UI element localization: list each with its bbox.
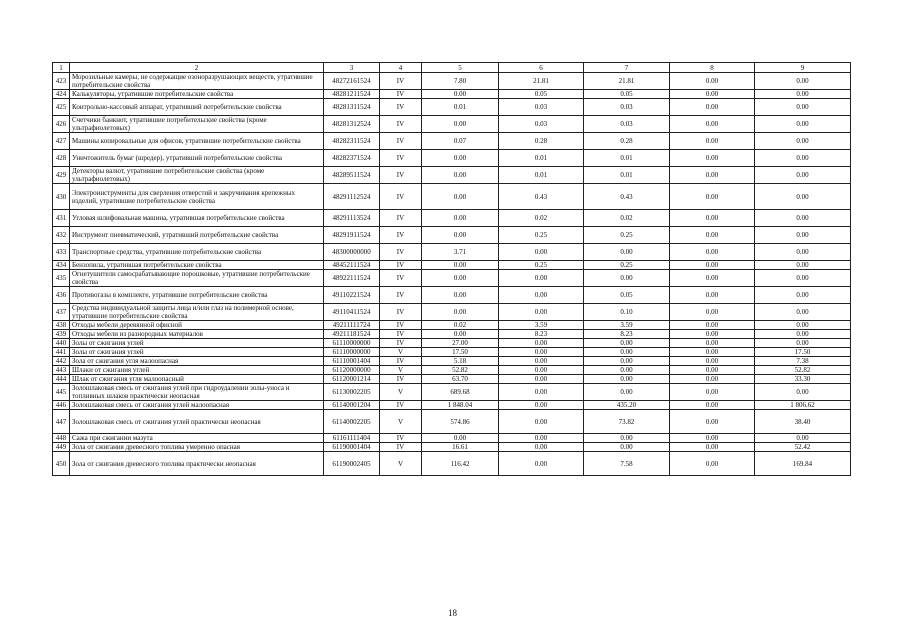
value-col-7: 0.25 [584,227,670,244]
hazard-class: IV [380,150,422,167]
row-number: 427 [53,133,70,150]
row-number: 449 [53,443,70,452]
value-col-6: 0.00 [499,384,584,401]
value-col-7: 0.43 [584,184,670,210]
hazard-class: IV [380,99,422,116]
row-number: 441 [53,348,70,357]
value-col-9: 0.00 [755,321,851,330]
column-header: 6 [499,63,584,73]
value-col-7: 0.00 [584,366,670,375]
column-header: 9 [755,63,851,73]
waste-code: 61120001214 [324,375,380,384]
value-col-7: 0.00 [584,384,670,401]
hazard-class: IV [380,443,422,452]
value-col-8: 0.00 [670,384,755,401]
value-col-9: 0.00 [755,434,851,443]
value-col-6: 0.05 [499,90,584,99]
value-col-7: 7.58 [584,452,670,476]
value-col-9: 0.00 [755,227,851,244]
value-col-7: 0.02 [584,210,670,227]
table-row [53,434,851,443]
waste-code: 48281312524 [324,116,380,133]
value-col-8: 0.00 [670,452,755,476]
value-col-8: 0.00 [670,99,755,116]
table-row [53,321,851,330]
value-col-5: 0.00 [422,261,499,270]
row-number: 434 [53,261,70,270]
value-col-7: 435.20 [584,401,670,410]
row-number: 445 [53,384,70,401]
waste-code: 49110221524 [324,287,380,304]
value-col-5: 0.00 [422,287,499,304]
value-col-6: 0.01 [499,167,584,184]
value-col-6: 0.43 [499,184,584,210]
value-col-8: 0.00 [670,261,755,270]
value-col-5: 0.00 [422,150,499,167]
value-col-5: 17.50 [422,348,499,357]
value-col-6: 21.81 [499,73,584,90]
value-col-8: 0.00 [670,375,755,384]
column-header: 1 [53,63,70,73]
waste-code: 48282371524 [324,150,380,167]
row-number: 431 [53,210,70,227]
value-col-8: 0.00 [670,330,755,339]
value-col-9: 33.30 [755,375,851,384]
value-col-7: 0.25 [584,261,670,270]
value-col-9: 0.00 [755,270,851,287]
row-number: 447 [53,410,70,434]
table-row [53,116,851,133]
waste-name: Противогазы в комплекте, утратившие потребительские свойства [70,287,324,304]
value-col-9: 0.00 [755,99,851,116]
hazard-class: IV [380,304,422,321]
waste-name: Калькуляторы, утратившие потребительские свойства [70,90,324,99]
value-col-8: 0.00 [670,270,755,287]
value-col-5: 0.00 [422,90,499,99]
hazard-class: V [380,384,422,401]
table-row [53,184,851,210]
waste-code: 61161111404 [324,434,380,443]
value-col-9: 17.50 [755,348,851,357]
waste-name: Средства индивидуальной защиты лица и/или глаз на полимерной основе, утратившие потребительские свойства [70,304,324,321]
value-col-7: 0.00 [584,375,670,384]
waste-name: Уничтожитель бумаг (шредер), утративший потребительские свойства [70,150,324,167]
value-col-8: 0.00 [670,357,755,366]
row-number: 424 [53,90,70,99]
value-col-8: 0.00 [670,244,755,261]
waste-name: Инструмент пневматический, утративший потребительские свойства [70,227,324,244]
table-row [53,304,851,321]
table-row [53,167,851,184]
hazard-class: IV [380,339,422,348]
table-row [53,366,851,375]
value-col-9: 0.00 [755,167,851,184]
waste-name: Золы от сжигания углей [70,348,324,357]
waste-code: 48922111524 [324,270,380,287]
row-number: 444 [53,375,70,384]
table-row [53,357,851,366]
value-col-6: 0.00 [499,366,584,375]
value-col-7: 0.03 [584,99,670,116]
value-col-8: 0.00 [670,434,755,443]
hazard-class: IV [380,73,422,90]
value-col-9: 0.00 [755,384,851,401]
table-row [53,99,851,116]
hazard-class: IV [380,167,422,184]
column-header: 4 [380,63,422,73]
value-col-5: 3.71 [422,244,499,261]
waste-code: 48282311524 [324,133,380,150]
value-col-5: 0.07 [422,133,499,150]
waste-code: 49211181524 [324,330,380,339]
waste-name: Электроинструменты для сверления отверстий и закручивания крепежных изделий, утратившие потребительские свойства [70,184,324,210]
value-col-5: 0.00 [422,116,499,133]
waste-code: 48291911524 [324,227,380,244]
hazard-class: IV [380,133,422,150]
value-col-5: 0.00 [422,434,499,443]
waste-code: 48291113524 [324,210,380,227]
value-col-6: 0.00 [499,348,584,357]
waste-name: Шлаки от сжигания углей [70,366,324,375]
value-col-7: 21.81 [584,73,670,90]
value-col-8: 0.00 [670,210,755,227]
value-col-7: 0.01 [584,167,670,184]
table-row [53,384,851,401]
hazard-class: IV [380,270,422,287]
value-col-6: 0.03 [499,99,584,116]
table-row [53,375,851,384]
waste-name: Огнетушители самосрабатывающие порошковые, утратившие потребительские свойства [70,270,324,287]
value-col-8: 0.00 [670,90,755,99]
waste-name: Отходы мебели из разнородных материалов [70,330,324,339]
value-col-7: 0.00 [584,434,670,443]
table-row [53,287,851,304]
hazard-class: IV [380,321,422,330]
value-col-7: 0.00 [584,244,670,261]
value-col-5: 0.00 [422,184,499,210]
value-col-7: 0.00 [584,270,670,287]
waste-name: Бензопила, утратившая потребительские свойства [70,261,324,270]
value-col-5: 0.00 [422,167,499,184]
waste-code: 49110411524 [324,304,380,321]
row-number: 423 [53,73,70,90]
value-col-5: 0.00 [422,227,499,244]
value-col-5: 1 848.04 [422,401,499,410]
value-col-8: 0.00 [670,133,755,150]
value-col-6: 0.25 [499,261,584,270]
value-col-8: 0.00 [670,321,755,330]
value-col-8: 0.00 [670,184,755,210]
row-number: 435 [53,270,70,287]
row-number: 426 [53,116,70,133]
table-row [53,210,851,227]
value-col-9: 38.40 [755,410,851,434]
waste-code: 48300000000 [324,244,380,261]
value-col-9: 0.00 [755,73,851,90]
hazard-class: IV [380,184,422,210]
value-col-9: 0.00 [755,261,851,270]
waste-name: Золошлаковая смесь от сжигания углей при гидроудалении золы-уноса и топливных шлаков практически неопасная [70,384,324,401]
value-col-5: 5.18 [422,357,499,366]
waste-code: 61140002205 [324,410,380,434]
value-col-7: 0.03 [584,116,670,133]
row-number: 448 [53,434,70,443]
table-row [53,443,851,452]
table-row [53,270,851,287]
value-col-7: 73.82 [584,410,670,434]
row-number: 446 [53,401,70,410]
header-row [53,63,851,73]
value-col-9: 7.38 [755,357,851,366]
table-row [53,339,851,348]
value-col-6: 8.23 [499,330,584,339]
value-col-6: 0.00 [499,339,584,348]
value-col-9: 0.00 [755,244,851,261]
hazard-class: IV [380,287,422,304]
value-col-5: 52.82 [422,366,499,375]
value-col-7: 8.23 [584,330,670,339]
hazard-class: V [380,366,422,375]
value-col-7: 0.05 [584,287,670,304]
value-col-8: 0.00 [670,150,755,167]
hazard-class: V [380,452,422,476]
column-header: 5 [422,63,499,73]
value-col-6: 0.01 [499,150,584,167]
value-col-8: 0.00 [670,348,755,357]
value-col-9: 1 806.62 [755,401,851,410]
row-number: 429 [53,167,70,184]
value-col-8: 0.00 [670,73,755,90]
value-col-9: 0.00 [755,330,851,339]
value-col-5: 0.00 [422,270,499,287]
row-number: 442 [53,357,70,366]
value-col-7: 0.28 [584,133,670,150]
value-col-8: 0.00 [670,339,755,348]
waste-name: Отходы мебели деревянной офисной [70,321,324,330]
value-col-5: 63.70 [422,375,499,384]
value-col-6: 0.02 [499,210,584,227]
hazard-class: IV [380,261,422,270]
waste-name: Счетчики банкнот, утратившие потребительские свойства (кроме ультрафиолетовых) [70,116,324,133]
row-number: 428 [53,150,70,167]
value-col-6: 0.00 [499,304,584,321]
value-col-9: 52.82 [755,366,851,375]
waste-name: Морозильные камеры, не содержащие озоноразрушающих веществ, утратившие потребительские свойства [70,73,324,90]
waste-table [52,62,851,476]
value-col-8: 0.00 [670,366,755,375]
hazard-class: V [380,348,422,357]
waste-name: Транспортные средства, утратившие потребительские свойства [70,244,324,261]
value-col-5: 0.00 [422,330,499,339]
value-col-5: 16.61 [422,443,499,452]
value-col-6: 0.00 [499,375,584,384]
value-col-6: 0.00 [499,434,584,443]
value-col-7: 0.10 [584,304,670,321]
value-col-7: 0.01 [584,150,670,167]
row-number: 438 [53,321,70,330]
table-row [53,410,851,434]
table-row [53,90,851,99]
waste-name: Угловая шлифовальная машина, утратившая потребительские свойства [70,210,324,227]
row-number: 432 [53,227,70,244]
value-col-9: 0.00 [755,133,851,150]
table-body [53,73,851,476]
value-col-9: 52.42 [755,443,851,452]
waste-code: 61190002405 [324,452,380,476]
waste-code: 48281311524 [324,99,380,116]
row-number: 440 [53,339,70,348]
column-header: 8 [670,63,755,73]
hazard-class: V [380,410,422,434]
value-col-5: 0.02 [422,321,499,330]
value-col-9: 0.00 [755,90,851,99]
value-col-9: 0.00 [755,184,851,210]
waste-name: Машины копировальные для офисов, утратившие потребительские свойства [70,133,324,150]
value-col-7: 3.59 [584,321,670,330]
value-col-5: 0.00 [422,304,499,321]
value-col-6: 0.00 [499,357,584,366]
hazard-class: IV [380,401,422,410]
value-col-9: 169.84 [755,452,851,476]
waste-name: Шлак от сжигания угля малоопасный [70,375,324,384]
hazard-class: IV [380,244,422,261]
hazard-class: IV [380,90,422,99]
value-col-6: 0.28 [499,133,584,150]
row-number: 433 [53,244,70,261]
waste-code: 61130002205 [324,384,380,401]
row-number: 450 [53,452,70,476]
table-row [53,150,851,167]
value-col-9: 0.00 [755,287,851,304]
waste-name: Контрольно-кассовый аппарат, утративший потребительские свойства [70,99,324,116]
waste-name: Зола от сжигания древесного топлива умеренно опасная [70,443,324,452]
table-row [53,227,851,244]
waste-code: 48281211524 [324,90,380,99]
waste-name: Сажа при сжигании мазута [70,434,324,443]
hazard-class: IV [380,210,422,227]
waste-code: 49211111724 [324,321,380,330]
waste-code: 61110000000 [324,339,380,348]
value-col-7: 0.00 [584,357,670,366]
table-row [53,401,851,410]
value-col-6: 0.00 [499,287,584,304]
hazard-class: IV [380,434,422,443]
value-col-5: 27.00 [422,339,499,348]
waste-code: 48452111524 [324,261,380,270]
value-col-6: 0.00 [499,443,584,452]
value-col-7: 0.05 [584,90,670,99]
row-number: 436 [53,287,70,304]
table-row [53,244,851,261]
waste-name: Зола от сжигания древесного топлива практически неопасная [70,452,324,476]
value-col-8: 0.00 [670,227,755,244]
value-col-8: 0.00 [670,401,755,410]
page-number: 18 [448,608,457,618]
hazard-class: IV [380,116,422,133]
value-col-9: 0.00 [755,339,851,348]
hazard-class: IV [380,330,422,339]
value-col-5: 689.68 [422,384,499,401]
value-col-6: 0.00 [499,244,584,261]
value-col-8: 0.00 [670,443,755,452]
value-col-7: 0.00 [584,339,670,348]
row-number: 443 [53,366,70,375]
waste-code: 61110001404 [324,357,380,366]
value-col-8: 0.00 [670,304,755,321]
value-col-6: 0.00 [499,401,584,410]
row-number: 430 [53,184,70,210]
waste-code: 48289511524 [324,167,380,184]
waste-code: 48272161524 [324,73,380,90]
value-col-8: 0.00 [670,116,755,133]
value-col-5: 0.01 [422,99,499,116]
waste-code: 48291112524 [324,184,380,210]
value-col-9: 0.00 [755,210,851,227]
column-header: 7 [584,63,670,73]
table-row [53,73,851,90]
value-col-7: 0.00 [584,348,670,357]
value-col-6: 0.25 [499,227,584,244]
waste-name: Золошлаковая смесь от сжигания углей малоопасная [70,401,324,410]
column-header: 3 [324,63,380,73]
waste-name: Золошлаковая смесь от сжигания углей практически неопасная [70,410,324,434]
value-col-8: 0.00 [670,287,755,304]
hazard-class: IV [380,227,422,244]
value-col-5: 0.00 [422,210,499,227]
table-row [53,348,851,357]
hazard-class: IV [380,375,422,384]
value-col-7: 0.00 [584,443,670,452]
value-col-5: 7.80 [422,73,499,90]
row-number: 425 [53,99,70,116]
row-number: 437 [53,304,70,321]
value-col-6: 0.00 [499,452,584,476]
table-row [53,330,851,339]
row-number: 439 [53,330,70,339]
value-col-8: 0.00 [670,167,755,184]
waste-code: 61120000000 [324,366,380,375]
value-col-6: 0.00 [499,270,584,287]
value-col-6: 3.59 [499,321,584,330]
column-header: 2 [70,63,324,73]
waste-code: 61190001404 [324,443,380,452]
waste-name: Зола от сжигания угля малоопасная [70,357,324,366]
waste-name: Золы от сжигания углей [70,339,324,348]
waste-code: 61140001204 [324,401,380,410]
value-col-9: 0.00 [755,150,851,167]
waste-name: Детекторы валют, утратившие потребительские свойства (кроме ультрафиолетовых) [70,167,324,184]
value-col-9: 0.00 [755,304,851,321]
value-col-9: 0.00 [755,116,851,133]
table-row [53,261,851,270]
value-col-6: 0.03 [499,116,584,133]
value-col-8: 0.00 [670,410,755,434]
value-col-5: 574.86 [422,410,499,434]
waste-code: 61110000000 [324,348,380,357]
value-col-6: 0.00 [499,410,584,434]
table-row [53,452,851,476]
table-row [53,133,851,150]
hazard-class: IV [380,357,422,366]
value-col-5: 116.42 [422,452,499,476]
